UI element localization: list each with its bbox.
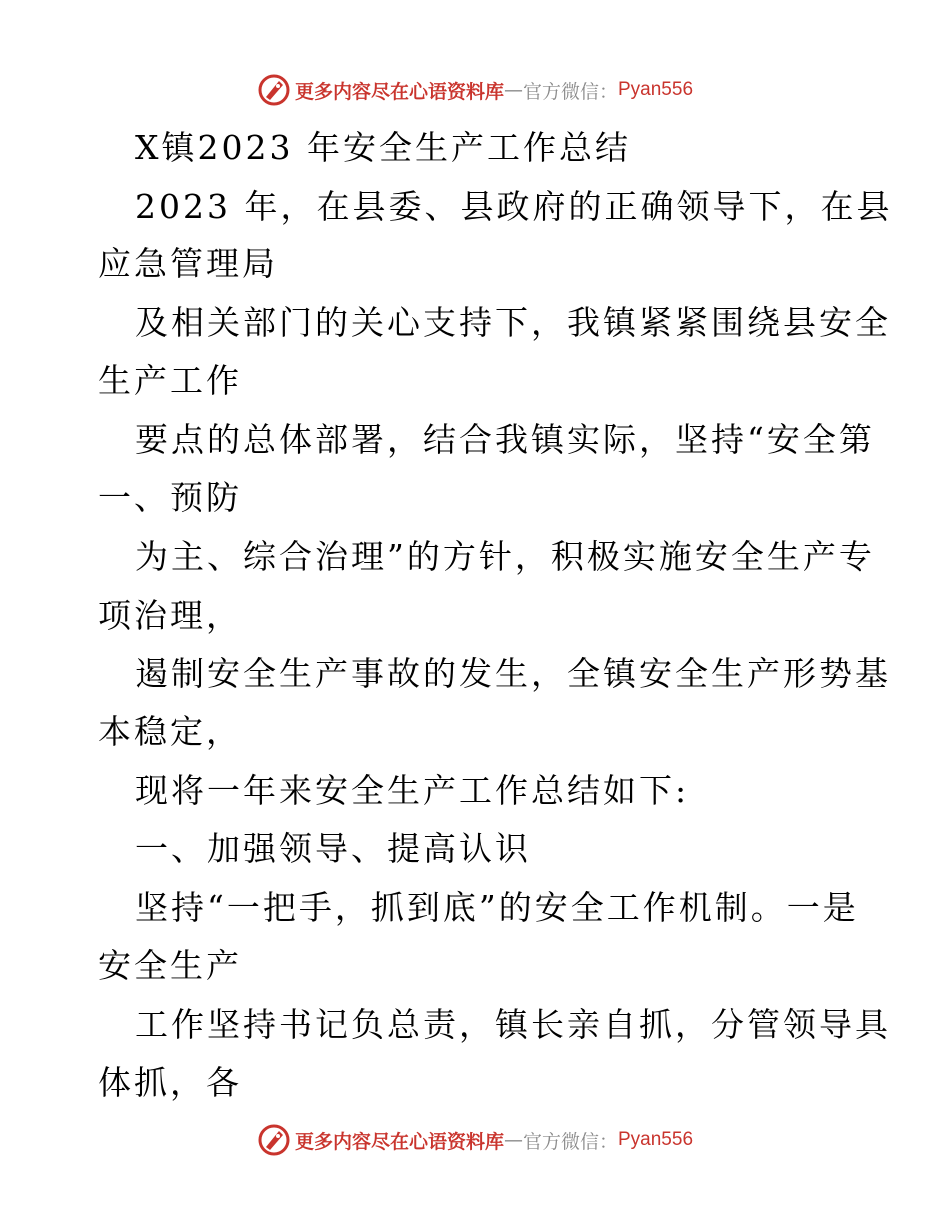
- paragraph-line: 为主、综合治理”的方针，积极实施安全生产专: [135, 537, 875, 576]
- paragraph-line: 要点的总体部署，结合我镇实际，坚持“安全第: [135, 420, 875, 459]
- paragraph-line: 坚持“一把手，抓到底”的安全工作机制。一是: [135, 888, 859, 927]
- paragraph-line: 安全生产: [98, 946, 242, 985]
- paragraph-line: 2023 年，在县委、县政府的正确领导下，在县: [135, 187, 893, 226]
- watermark-site-text: 更多内容尽在心语资料库: [294, 80, 504, 103]
- paragraph-line: 体抓，各: [98, 1063, 242, 1102]
- pen-nib-circle-icon: [257, 73, 291, 107]
- watermark-wechat-label: 官方微信：: [522, 80, 618, 103]
- paragraph-line: 项治理，: [98, 596, 242, 635]
- paragraph-line: 本稳定，: [98, 712, 242, 751]
- watermark-wechat-id: Pyan556: [618, 79, 694, 100]
- paragraph-line: 现将一年来安全生产工作总结如下:: [135, 771, 690, 810]
- paragraph-line: 工作坚持书记负总责，镇长亲自抓，分管领导具: [135, 1005, 891, 1044]
- footer-watermark: [0, 1120, 950, 1160]
- header-watermark: [0, 70, 950, 110]
- paragraph-line: 生产工作: [98, 361, 242, 400]
- watermark-wechat-id: Pyan556: [618, 1129, 694, 1150]
- paragraph-line: 应急管理局: [98, 244, 278, 283]
- pen-nib-circle-icon: [257, 1123, 291, 1157]
- paragraph-line: 一、预防: [98, 478, 242, 517]
- watermark-separator: —: [503, 79, 523, 101]
- watermark-site-text: 更多内容尽在心语资料库: [294, 1130, 504, 1153]
- section-heading: 一、加强领导、提高认识: [135, 829, 531, 868]
- document-title: X镇2023 年安全生产工作总结: [135, 128, 631, 167]
- paragraph-line: 及相关部门的关心支持下，我镇紧紧围绕县安全: [135, 303, 891, 342]
- paragraph-line: 遏制安全生产事故的发生，全镇安全生产形势基: [135, 654, 891, 693]
- watermark-wechat-label: 官方微信：: [522, 1130, 618, 1153]
- watermark-separator: —: [503, 1129, 523, 1151]
